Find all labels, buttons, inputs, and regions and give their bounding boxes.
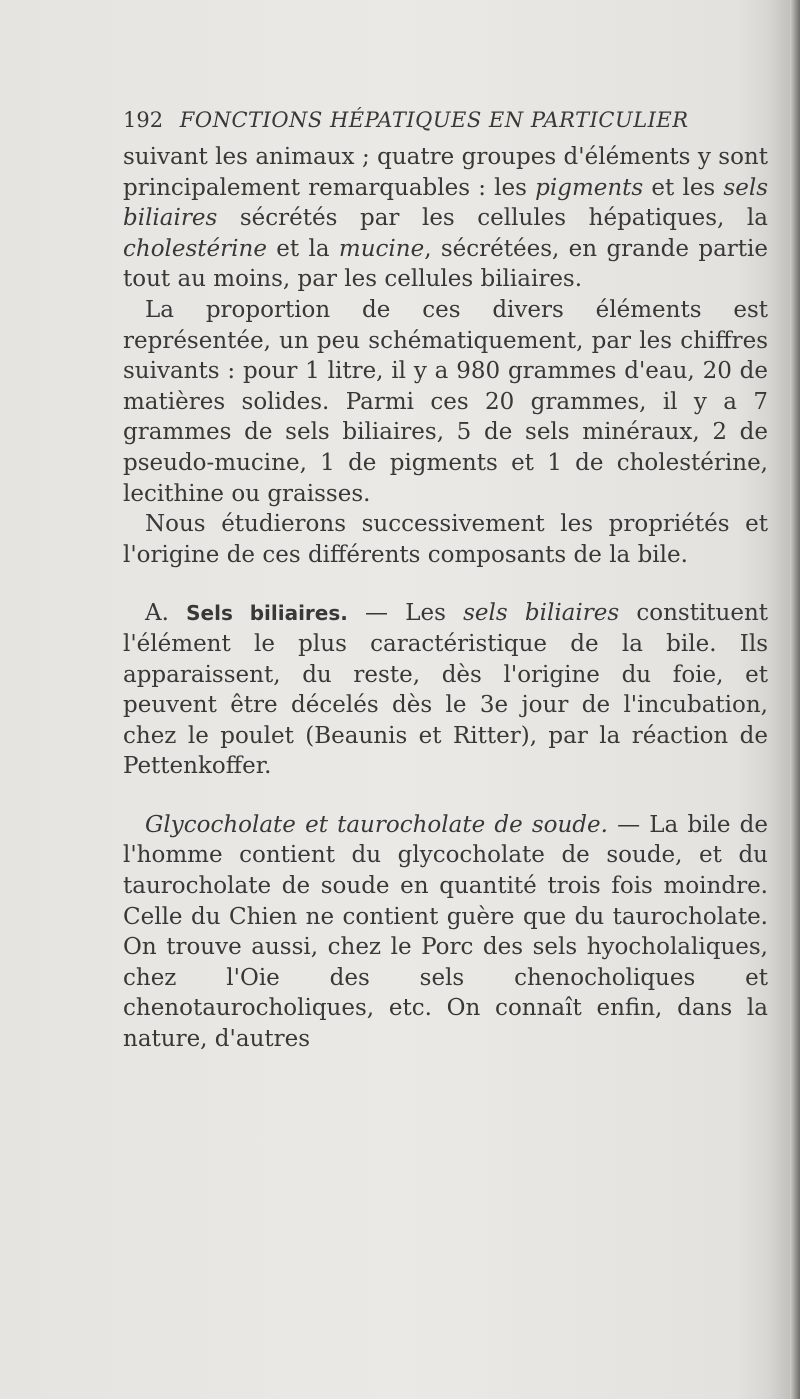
section-gap: [123, 570, 768, 598]
paragraph-1: [123, 142, 768, 295]
p1-italic-sels: sels biliaires: [123, 174, 768, 232]
paragraph-2: La proportion de ces divers éléments est représentée, un peu schématiquement, par les chiffres suivants : pour 1 litre, il y a 980 grammes d'eau, 20 de matières solides. Parmi ces 20 grammes, il y a 7 grammes de sels biliaires, 5 de sels minéraux, 2 de pseudo-mucine, 1 de pigments et 1 de cholestérine, lecithine ou graisses.: [123, 296, 768, 507]
running-title: FONCTIONS HÉPATIQUES EN PARTICULIER: [179, 108, 689, 132]
p1-text-c: et les: [643, 174, 724, 201]
p1-italic-cholesterine: cholestérine: [123, 235, 267, 262]
p1-italic-pigments: pigments: [535, 174, 644, 201]
p1-text-g: et la: [266, 235, 339, 262]
paragraph-3: Nous étudierons successivement les propriétés et l'origine de ces différents composants de la bile.: [123, 511, 768, 568]
section-heading: Sels biliaires.: [186, 601, 348, 626]
p1-italic-mucine: mucine: [338, 235, 425, 262]
p5-rest: — La bile de l'homme contient du glycocholate de soude, et du taurocholate de soude en quantité trois fois moindre. Celle du Chien ne contient guère que du taurocholate. On trouve aussi, chez le Porc des sels hyocholaliques, chez l'Oie des sels chenocholiques et chenotaurocholiques, etc. On connaît enfin, dans la nature, d'autres: [123, 811, 768, 1053]
section-letter: A.: [145, 600, 169, 627]
p1-text-i: , sécrétées, en grande partie tout au moins, par les cellules biliaires.: [123, 235, 768, 293]
body-text: [123, 142, 768, 1055]
running-header: [123, 106, 723, 134]
p4-rest: constituent l'élément le plus caractéristique de la bile. Ils apparaissent, du reste, dès l'origine du foie, et peuvent être décelés dès le 3e jour de l'incubation, chez le poulet (Beaunis et Ritter), par la réaction de Pettenkoffer.: [123, 600, 769, 780]
paragraph-4: [123, 598, 768, 782]
page-number: 192: [123, 108, 164, 132]
p1-text-e: sécrétés par les cellules hépatiques, la: [217, 205, 768, 232]
section-gap-2: [123, 782, 768, 810]
subsection-heading: Glycocholate et taurocholate de soude.: [145, 811, 608, 838]
page-edge-shadow: [790, 0, 800, 1399]
p4-dash: — Les: [347, 600, 464, 627]
paragraph-5: [123, 810, 768, 1055]
p4-italic: sels biliaires: [463, 600, 620, 627]
p1-text-a: suivant les animaux ; quatre groupes d'éléments y sont principalement remarquables : les: [123, 144, 768, 201]
